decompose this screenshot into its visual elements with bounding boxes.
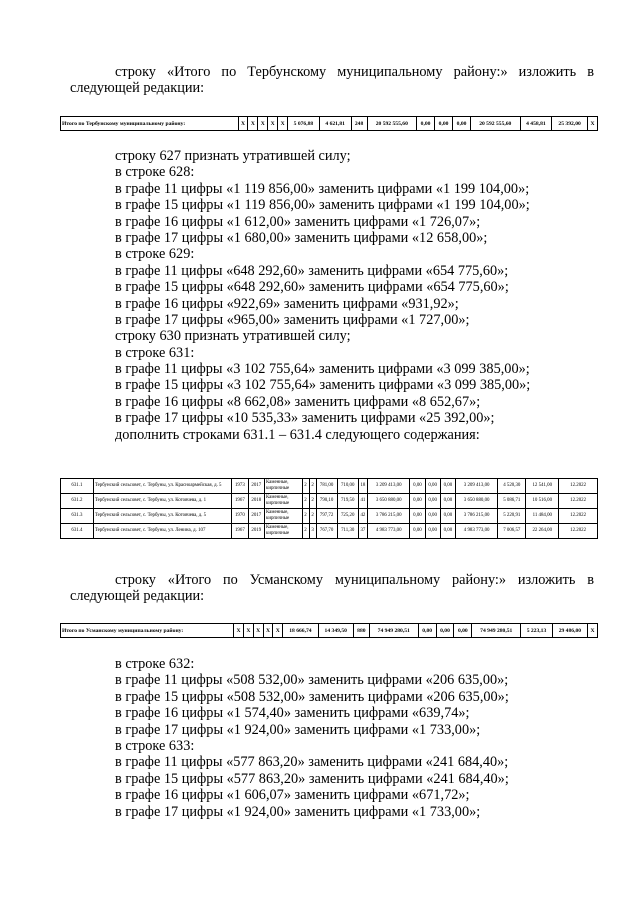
total-cell: 20 592 555,60 bbox=[471, 117, 520, 131]
table-cell: 2017 bbox=[248, 509, 264, 524]
amendment-line: в графе 17 цифры «1 680,00» заменить цифрами «12 658,00»; bbox=[115, 229, 488, 246]
amendment-line: в графе 15 цифры «3 102 755,64» заменить цифрами «3 099 385,00»; bbox=[115, 377, 531, 394]
amendment-line: в графе 16 цифры «922,69» заменить цифрами «931,92»; bbox=[115, 295, 459, 312]
table-cell: 3 786 215,00 bbox=[456, 509, 498, 524]
table-cell: 37 bbox=[358, 524, 367, 539]
table-cell: 2 bbox=[302, 524, 309, 539]
table-cell: 41 bbox=[358, 494, 367, 509]
total-cell: X bbox=[278, 117, 288, 131]
total-row bbox=[61, 117, 598, 131]
table-cell: 710,00 bbox=[337, 479, 358, 494]
table-cell: 0,00 bbox=[425, 494, 440, 509]
total-cell: 0,00 bbox=[418, 624, 436, 638]
table-cell: 5 086,71 bbox=[498, 494, 526, 509]
total-cell: X bbox=[268, 117, 278, 131]
table-cell: 3 bbox=[309, 524, 316, 539]
table-cell: 631.3 bbox=[61, 509, 94, 524]
total-cell: 25 392,00 bbox=[552, 117, 588, 131]
table-cell: 2 bbox=[309, 479, 316, 494]
table-cell: 0,00 bbox=[425, 524, 440, 539]
table-cell: 2017 bbox=[248, 479, 264, 494]
total-cell: 248 bbox=[351, 117, 367, 131]
total-cell: 29 486,00 bbox=[552, 624, 587, 638]
address-cell: Тербунский сельсовет, с. Тербуны, ул. Котовчева, д. 5 bbox=[93, 509, 231, 524]
table-cell: 767,70 bbox=[316, 524, 337, 539]
total-cell: 74 949 280,51 bbox=[472, 624, 521, 638]
material-cell: Каменные, кирпичные bbox=[264, 524, 302, 539]
table-cell: 1967 bbox=[232, 524, 248, 539]
total-cell: 5 076,88 bbox=[288, 117, 320, 131]
amendment-line: в графе 16 цифры «8 662,08» заменить цифрами «8 652,67»; bbox=[115, 393, 481, 410]
table-cell: 2 bbox=[309, 494, 316, 509]
table-cell: 0,00 bbox=[440, 509, 455, 524]
table-cell: 42 bbox=[358, 509, 367, 524]
total-cell: 0,00 bbox=[454, 624, 472, 638]
table-cell: 0,00 bbox=[410, 479, 425, 494]
table-cell: 5 220,91 bbox=[498, 509, 526, 524]
table-cell: 0,00 bbox=[425, 479, 440, 494]
table-cell: 631.4 bbox=[61, 524, 94, 539]
total-table-terbuny bbox=[60, 116, 598, 131]
material-cell: Каменные, кирпичные bbox=[264, 509, 302, 524]
amendments-terbuny bbox=[115, 148, 605, 443]
table-row bbox=[61, 494, 598, 509]
table-cell: 0,00 bbox=[425, 509, 440, 524]
amendment-line: строку 630 признать утратившей силу; bbox=[115, 328, 351, 345]
table-cell: 18 bbox=[358, 479, 367, 494]
table-cell: 719,50 bbox=[337, 494, 358, 509]
table-cell: 0,00 bbox=[440, 494, 455, 509]
table-cell: 1970 bbox=[232, 509, 248, 524]
amendment-line: дополнить строками 631.1 – 631.4 следующего содержания: bbox=[115, 426, 480, 443]
table-cell: 4 520,30 bbox=[498, 479, 526, 494]
table-cell: 3 650 880,00 bbox=[456, 494, 498, 509]
total-cell: X bbox=[588, 624, 598, 638]
amendment-line: в графе 11 цифры «1 119 856,00» заменить цифрами «1 199 104,00»; bbox=[115, 180, 530, 197]
total-cell: 14 349,50 bbox=[318, 624, 353, 638]
amendment-line: в графе 11 цифры «508 532,00» заменить цифрами «206 635,00»; bbox=[115, 672, 509, 689]
amendment-line: в графе 17 цифры «10 535,33» заменить цифрами «25 392,00»; bbox=[115, 410, 495, 427]
table-cell: 4 983 773,00 bbox=[368, 524, 410, 539]
table-cell: 7 006,57 bbox=[498, 524, 526, 539]
total-cell: X bbox=[273, 624, 283, 638]
total-table-usman bbox=[60, 623, 598, 638]
material-cell: Каменные, кирпичные bbox=[264, 479, 302, 494]
table-cell: 11 484,00 bbox=[526, 509, 559, 524]
total-cell: 4 621,81 bbox=[319, 117, 351, 131]
table-cell: 790,10 bbox=[316, 494, 337, 509]
table-cell: 2019 bbox=[248, 524, 264, 539]
amendment-line: в строке 631: bbox=[115, 344, 195, 361]
table-cell: 12.2022 bbox=[559, 494, 598, 509]
total-cell: X bbox=[238, 117, 248, 131]
table-cell: 631.1 bbox=[61, 479, 94, 494]
table-row bbox=[61, 479, 598, 494]
table-cell: 0,00 bbox=[440, 479, 455, 494]
table-cell: 2018 bbox=[248, 494, 264, 509]
table-cell: 3 650 880,00 bbox=[368, 494, 410, 509]
amendment-line: в строке 629: bbox=[115, 246, 195, 263]
table-cell: 3 209 413,00 bbox=[456, 479, 498, 494]
total-cell: X bbox=[234, 624, 244, 638]
total-cell: 880 bbox=[353, 624, 369, 638]
table-cell: 4 983 773,00 bbox=[456, 524, 498, 539]
total-label: Итого по Тербунскому муниципальному району: bbox=[61, 117, 239, 131]
table-cell: 0,00 bbox=[440, 524, 455, 539]
address-cell: Тербунский сельсовет, с. Тербуны, ул. Котовчева, д. 1 bbox=[93, 494, 231, 509]
amendment-line: в графе 15 цифры «508 532,00» заменить цифрами «206 635,00»; bbox=[115, 688, 509, 705]
amendment-line: в строке 632: bbox=[115, 656, 195, 672]
total-cell: 74 949 280,51 bbox=[369, 624, 418, 638]
table-cell: 1973 bbox=[232, 479, 248, 494]
total-cell: 20 592 555,60 bbox=[367, 117, 416, 131]
table-cell: 1967 bbox=[232, 494, 248, 509]
total-cell: 5 223,13 bbox=[521, 624, 552, 638]
total-cell: 0,00 bbox=[436, 624, 454, 638]
total-cell: 0,00 bbox=[453, 117, 471, 131]
amendment-line: в графе 11 цифры «3 102 755,64» заменить цифрами «3 099 385,00»; bbox=[115, 361, 530, 378]
table-cell: 2 bbox=[309, 509, 316, 524]
table-cell: 12.2022 bbox=[559, 509, 598, 524]
total-cell: 0,00 bbox=[417, 117, 435, 131]
total-cell: 0,00 bbox=[435, 117, 453, 131]
amendment-line: в графе 15 цифры «577 863,20» заменить цифрами «241 684,40»; bbox=[115, 770, 509, 787]
total-cell: 18 666,74 bbox=[283, 624, 318, 638]
amendment-line: в графе 17 цифры «1 924,00» заменить цифрами «1 733,00»; bbox=[115, 803, 481, 820]
total-cell: X bbox=[248, 117, 258, 131]
table-cell: 3 786 215,00 bbox=[368, 509, 410, 524]
table-row bbox=[61, 524, 598, 539]
amendment-line: в графе 11 цифры «648 292,60» заменить цифрами «654 775,60»; bbox=[115, 262, 509, 279]
table-cell: 2 bbox=[302, 509, 309, 524]
table-cell: 631.2 bbox=[61, 494, 94, 509]
address-cell: Тербунский сельсовет, с. Тербуны, ул. Красноармейская, д. 5 bbox=[93, 479, 231, 494]
amendment-line: в графе 11 цифры «577 863,20» заменить цифрами «241 684,40»; bbox=[115, 754, 509, 771]
table-cell: 0,00 bbox=[410, 509, 425, 524]
total-cell: X bbox=[587, 117, 597, 131]
table-cell: 12.2022 bbox=[559, 479, 598, 494]
amendment-line: в графе 17 цифры «1 924,00» заменить цифрами «1 733,00»; bbox=[115, 721, 481, 738]
total-cell: X bbox=[263, 624, 273, 638]
total-cell: X bbox=[243, 624, 253, 638]
intro-paragraph-terbuny bbox=[70, 64, 594, 97]
intro-text: строку «Итого по Тербунскому муниципальному району:» изложить в следующей редакции: bbox=[70, 64, 594, 97]
intro-paragraph-usman bbox=[70, 572, 594, 605]
intro-text: строку «Итого по Усманскому муниципальному району:» изложить в следующей редакции: bbox=[70, 572, 594, 605]
table-row bbox=[61, 509, 598, 524]
table-cell: 711,30 bbox=[337, 524, 358, 539]
total-cell: X bbox=[253, 624, 263, 638]
amendment-line: в графе 17 цифры «965,00» заменить цифрами «1 727,00»; bbox=[115, 311, 470, 328]
table-cell: 725,20 bbox=[337, 509, 358, 524]
amendment-line: в строке 628: bbox=[115, 164, 195, 181]
amendment-line: в графе 16 цифры «1 574,40» заменить цифрами «639,74»; bbox=[115, 705, 470, 722]
table-cell: 12 541,00 bbox=[526, 479, 559, 494]
total-label: Итого по Усманскому муниципальному району: bbox=[61, 624, 234, 638]
table-cell: 22 264,00 bbox=[526, 524, 559, 539]
table-cell: 781,00 bbox=[316, 479, 337, 494]
amendments-usman bbox=[115, 656, 605, 820]
amendment-line: в графе 15 цифры «1 119 856,00» заменить цифрами «1 199 104,00»; bbox=[115, 197, 530, 214]
total-cell: 4 458,81 bbox=[520, 117, 552, 131]
amendment-line: в графе 15 цифры «648 292,60» заменить цифрами «654 775,60»; bbox=[115, 279, 509, 296]
material-cell: Каменные, кирпичные bbox=[264, 494, 302, 509]
table-cell: 2 bbox=[302, 479, 309, 494]
table-cell: 797,72 bbox=[316, 509, 337, 524]
table-cell: 0,00 bbox=[410, 524, 425, 539]
amendment-line: в графе 16 цифры «1 612,00» заменить цифрами «1 726,07»; bbox=[115, 213, 481, 230]
total-row bbox=[61, 624, 598, 638]
amendment-line: в строке 633: bbox=[115, 737, 195, 754]
amendment-line: строку 627 признать утратившей силу; bbox=[115, 148, 351, 164]
amendment-line: в графе 16 цифры «1 606,07» заменить цифрами «671,72»; bbox=[115, 787, 470, 804]
table-cell: 0,00 bbox=[410, 494, 425, 509]
address-cell: Тербунский сельсовет, с. Тербуны, ул. Ленина, д. 107 bbox=[93, 524, 231, 539]
table-cell: 12.2022 bbox=[559, 524, 598, 539]
table-cell: 3 209 413,00 bbox=[368, 479, 410, 494]
table-cell: 10 516,00 bbox=[526, 494, 559, 509]
table-cell: 2 bbox=[302, 494, 309, 509]
new-rows-table bbox=[60, 478, 598, 539]
total-cell: X bbox=[258, 117, 268, 131]
